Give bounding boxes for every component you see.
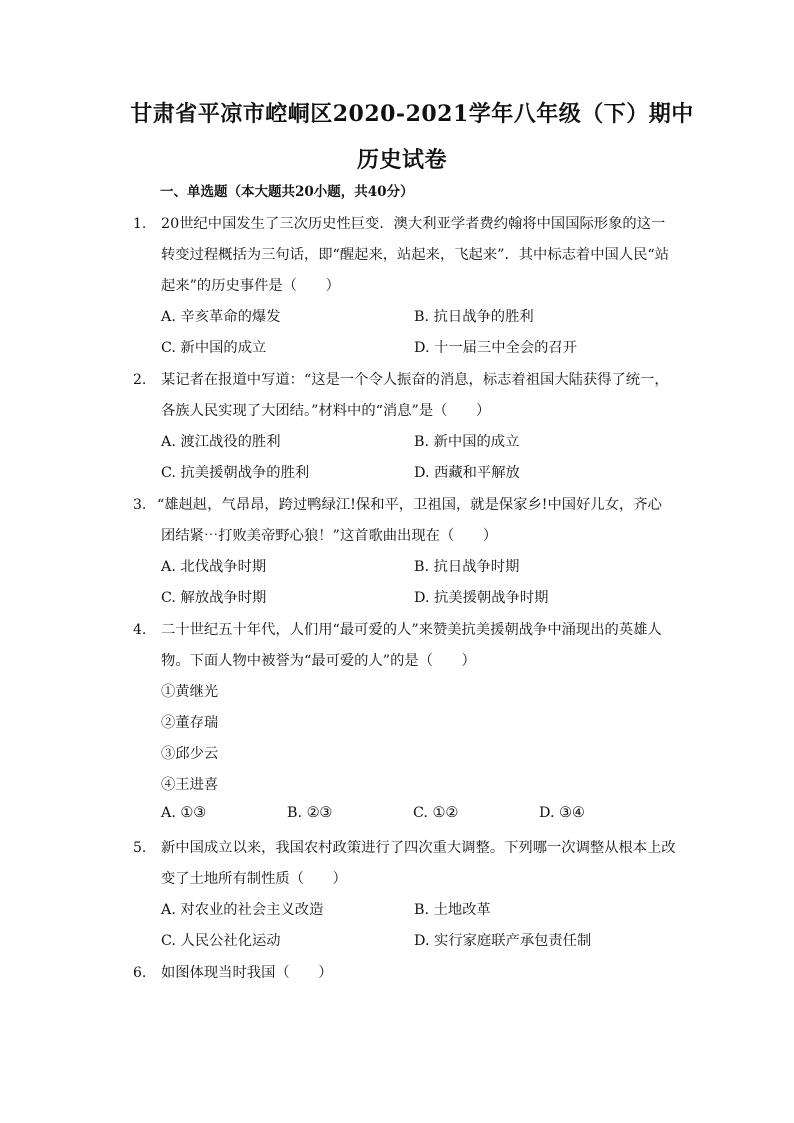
option-b: B. 新中国的成立	[414, 434, 520, 450]
option-d: D. 西藏和平解放	[414, 465, 520, 481]
question-text: 二十世纪五十年代，人们用“最可爱的人”来赞美抗美援朝战争中涌现出的英雄人	[161, 622, 662, 638]
option-c: C. 新中国的成立	[161, 340, 267, 356]
option-a: A. ①③	[161, 805, 207, 821]
option-a: A. 渡江战役的胜利	[161, 434, 281, 450]
question-number: 5.	[133, 840, 147, 856]
question-number: 4.	[133, 622, 147, 638]
question-text: 转变过程概括为三句话，即“醒起来，站起来，飞起来”．其中标志着中国人民“站	[161, 247, 670, 263]
option-b: B. 土地改革	[414, 902, 491, 918]
option-c: C. 人民公社化运动	[161, 933, 281, 949]
option-d: D. 十一届三中全会的召开	[414, 340, 578, 356]
statement-2: ②董存瑞	[161, 715, 219, 731]
option-d: D. ③④	[539, 805, 585, 821]
statement-4: ④王进喜	[161, 777, 219, 793]
question-number: 6.	[133, 965, 147, 981]
question-text: 20世纪中国发生了三次历史性巨变．澳大利亚学者费约翰将中国国际形象的这一	[161, 216, 666, 232]
option-c: C. 抗美援朝战争的胜利	[161, 465, 310, 481]
question-text: 团结紧⋯打败美帝野心狼！”这首歌曲出现在（ ）	[161, 528, 498, 544]
exam-title-line2: 历史试卷	[356, 147, 447, 173]
question-number: 3.	[133, 497, 147, 513]
question-text: “雄赳赳，气昂昂，跨过鸭绿江!保和平，卫祖国，就是保家乡!中国好儿女，齐心	[157, 497, 662, 513]
question-text: 起来”的历史事件是（ ）	[161, 278, 340, 294]
option-a: A. 辛亥革命的爆发	[161, 309, 281, 325]
statement-1: ①黄继光	[161, 684, 219, 700]
question-text: 各族人民实现了大团结。”材料中的“消息”是（ ）	[161, 403, 491, 419]
question-text: 物。下面人物中被誉为“最可爱的人”的是（ ）	[161, 653, 476, 669]
option-a: A. 北伐战争时期	[161, 559, 267, 575]
exam-title-line1: 甘肃省平凉市崆峒区2020-2021学年八年级（下）期中	[130, 101, 694, 127]
option-d: D. 抗美援朝战争时期	[414, 590, 549, 606]
option-c: C. 解放战争时期	[161, 590, 267, 606]
statement-3: ③邱少云	[161, 746, 219, 762]
question-text: 如图体现当时我国（ ）	[161, 965, 333, 981]
question-text: 某记者在报道中写道：“这是一个令人振奋的消息，标志着祖国大陆获得了统一，	[161, 372, 669, 388]
option-b: B. 抗日战争时期	[414, 559, 520, 575]
question-number: 1.	[133, 216, 147, 232]
option-b: B. 抗日战争的胜利	[414, 309, 534, 325]
question-number: 2.	[133, 372, 147, 388]
option-c: C. ①②	[413, 805, 459, 821]
option-b: B. ②③	[287, 805, 333, 821]
option-d: D. 实行家庭联产承包责任制	[414, 933, 592, 949]
question-text: 变了土地所有制性质（ ）	[161, 871, 347, 887]
question-text: 新中国成立以来，我国农村政策进行了四次重大调整。下列哪一次调整从根本上改	[161, 840, 676, 856]
option-a: A. 对农业的社会主义改造	[161, 902, 324, 918]
section-heading: 一、单选题（本大题共20小题，共40分）	[160, 184, 414, 200]
